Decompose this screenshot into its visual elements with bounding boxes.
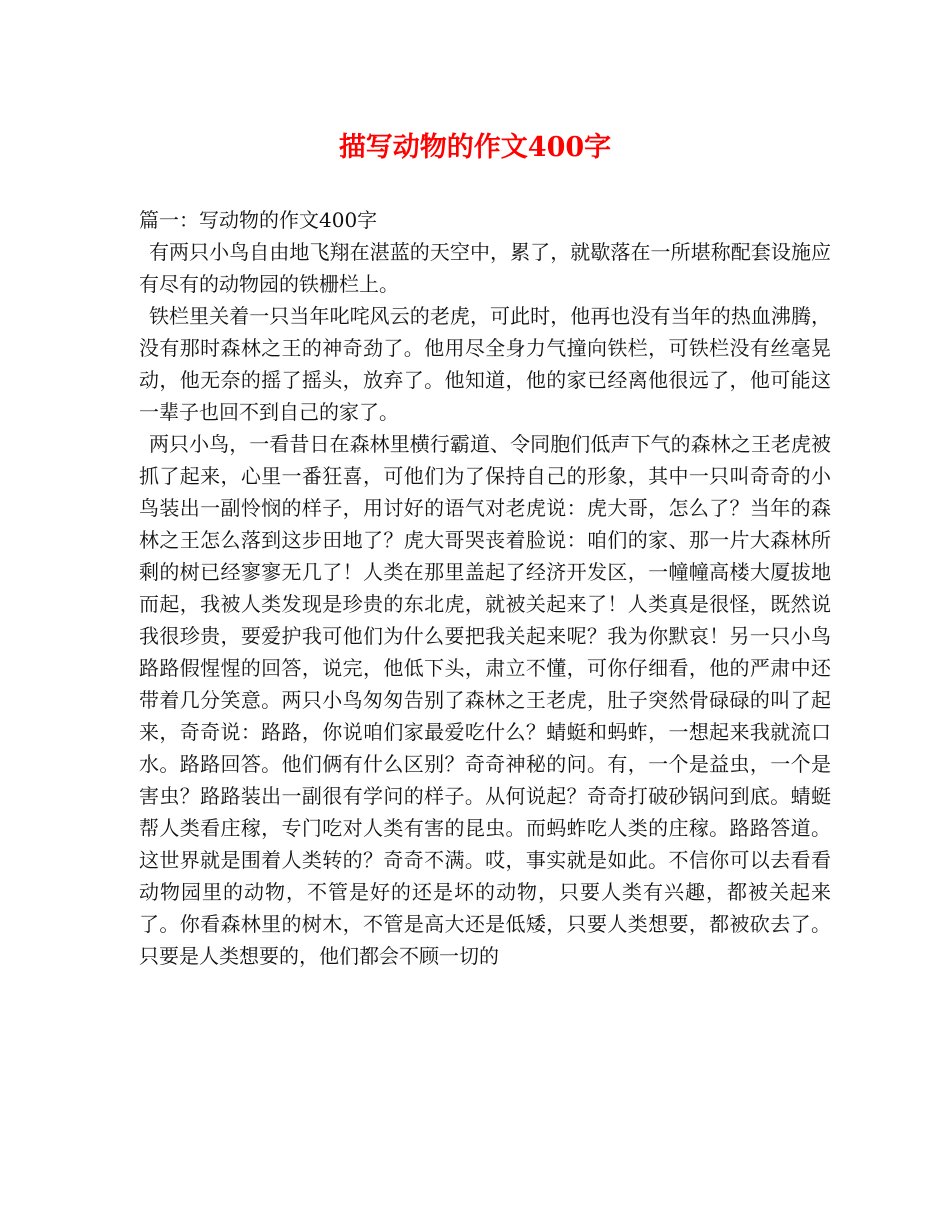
body-paragraph: 两只小鸟，一看昔日在森林里横行霸道、令同胞们低声下气的森林之王老虎被抓了起来，心里一番狂喜，可他们为了保持自己的形象，其中一只叫奇奇的小鸟装出一副怜悯的样子，用讨好的语气对老虎说：虎大哥，怎么了？当年的森林之王怎么落到这步田地了？虎大哥哭丧着脸说：咱们的家、那一片大森林所剩的树已经寥寥无几了！人类在那里盖起了经济开发区，一幢幢高楼大厦拔地而起，我被人类发现是珍贵的东北虎，就被关起来了！人类真是很怪，既然说我很珍贵，要爱护我可他们为什么要把我关起来呢？我为你默哀！另一只小鸟路路假惺惺的回答，说完，他低下头，肃立不懂，可你仔细看，他的严肃中还带着几分笑意。两只小鸟匆匆告别了森林之王老虎，肚子突然骨碌碌的叫了起来，奇奇说：路路，你说咱们家最爱吃什么？蜻蜓和蚂蚱，一想起来我就流口水。路路回答。他们俩有什么区别？奇奇神秘的问。有，一个是益虫，一个是害虫？路路装出一副很有学问的样子。从何说起？奇奇打破砂锅问到底。蜻蜓帮人类看庄稼，专门吃对人类有害的昆虫。而蚂蚱吃人类的庄稼。路路答道。这世界就是围着人类转的？奇奇不满。哎，事实就是如此。不信你可以去看看动物园里的动物，不管是好的还是坏的动物，只要人类有兴趣，都被关起来了。你看森林里的树木，不管是高大还是低矮，只要人类想要，都被砍去了。只要是人类想要的，他们都会不顾一切的 [139, 432, 831, 968]
document-body [139, 204, 831, 972]
section-heading: 篇一：写动物的作文400字 [139, 208, 378, 232]
document-title: 描写动物的作文400字 [338, 132, 612, 163]
body-paragraph: 有两只小鸟自由地飞翔在湛蓝的天空中，累了，就歇落在一所堪称配套设施应有尽有的动物园的铁栅栏上。 [139, 240, 831, 296]
body-paragraph: 铁栏里关着一只当年叱咤风云的老虎，可此时，他再也没有当年的热血沸腾，没有那时森林之王的神奇劲了。他用尽全身力气撞向铁栏，可铁栏没有丝毫晃动，他无奈的摇了摇头，放弃了。他知道，他的家已经离他很远了，他可能这一辈子也回不到自己的家了。 [139, 304, 831, 424]
